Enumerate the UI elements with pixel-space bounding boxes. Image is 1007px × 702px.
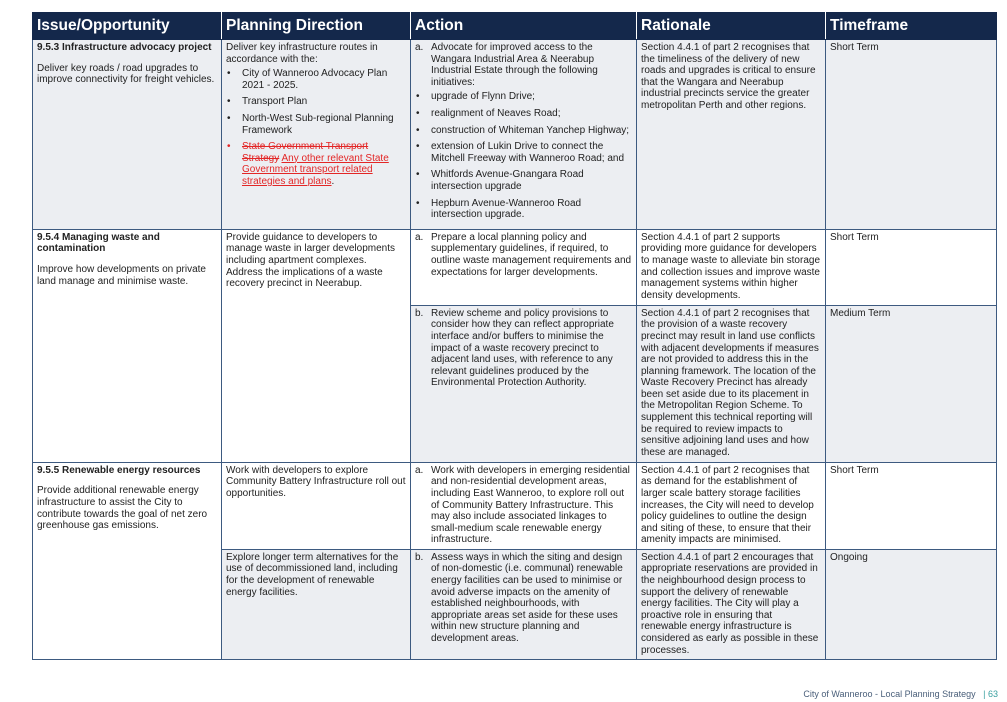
action-text: Assess ways in which the siting and design of non-domestic (i.e. communal) renewable energy facilities can be used to minimise or avoid adverse impacts on the amenity of established neighbourhoods, with appropriate areas set aside for these uses within new structure planning and development areas. <box>431 551 623 645</box>
strategy-table <box>32 12 997 660</box>
list-item: • Whitfords Avenue-Gnangara Road intersection upgrade <box>415 169 632 192</box>
deleted-text: State Government Transport Strategy <box>242 141 369 164</box>
timeframe-cell: Short Term <box>826 40 997 230</box>
action-text: Prepare a local planning policy and supplementary guidelines, if required, to outline waste management requirements and expectations for larger developments. <box>431 231 632 278</box>
rationale-cell: Section 4.4.1 of part 2 supports providing more guidance for developers to manage waste to alleviate bin storage and collection issues and improve waste management systems within higher density developments. <box>637 229 826 305</box>
action-cell <box>411 549 637 659</box>
direction-cell: Explore longer term alternatives for the use of decommissioned land, including for the development of renewable energy facilities. <box>222 549 411 659</box>
issue-cell <box>33 229 222 462</box>
header-rationale: Rationale <box>637 13 826 40</box>
table-header-row <box>33 13 997 40</box>
direction-cell: Work with developers to explore Community Battery Infrastructure roll out opportunities. <box>222 462 411 549</box>
table-row <box>33 462 997 549</box>
action-letter: a. <box>415 231 424 243</box>
rationale-cell: Section 4.4.1 of part 2 recognises that as demand for the establishment of larger scale battery storage facilities increases, the City will need to develop policy guidelines to outline the design and siting of these, to ensure that their amenity impacts are minimised. <box>637 462 826 549</box>
issue-description: Deliver key roads / road upgrades to improve connectivity for freight vehicles. <box>37 62 215 86</box>
table-row <box>33 40 997 230</box>
page-number: | 63 <box>983 689 998 699</box>
action-cell <box>411 462 637 549</box>
action-letter: a. <box>415 464 424 476</box>
action-letter: b. <box>415 307 424 319</box>
timeframe-cell: Medium Term <box>826 305 997 462</box>
issue-description: Improve how developments on private land manage and minimise waste. <box>37 263 206 287</box>
rationale-cell: Section 4.4.1 of part 2 recognises that the provision of a waste recovery precinct may result in land use conflicts with adjacent developments if measures are not provided to address this in the planning framework. The location of the Waste Recovery Precinct has already been set aside due to its placement in the Metropolitan Region Scheme. To supplement this technical reporting will be required to review impacts to sensitive adjoining land uses and how these are managed. <box>637 305 826 462</box>
action-cell <box>411 229 637 305</box>
header-timeframe: Timeframe <box>826 13 997 40</box>
direction-text: Address the implications of a waste recovery precinct in Neerabup. <box>226 266 383 290</box>
action-cell <box>411 305 637 462</box>
direction-cell <box>222 40 411 230</box>
direction-cell <box>222 229 411 462</box>
issue-description: Provide additional renewable energy infrastructure to assist the City to contribute towards the goal of net zero greenhouse gas emissions. <box>37 485 208 532</box>
direction-intro: Deliver key infrastructure routes in accordance with the: <box>226 42 378 65</box>
action-letter: a. <box>415 42 424 53</box>
header-direction: Planning Direction <box>222 13 411 40</box>
action-text: Work with developers in emerging residential and non-residential development areas, including East Wanneroo, to explore roll out of Community Battery Infrastructure. This may also include associated linkages to small-medium scale renewable energy infrastructure. <box>431 464 630 546</box>
list-item: • construction of Whiteman Yanchep Highway; <box>415 125 632 137</box>
action-intro: Advocate for improved access to the Wangara Industrial Area & Neerabup Industrial Estate through the following initiatives: <box>431 42 598 88</box>
table-row <box>33 229 997 305</box>
action-letter: b. <box>415 551 424 563</box>
header-action: Action <box>411 13 637 40</box>
action-text: Review scheme and policy provisions to consider how they can reflect appropriate interface and/or buffers to minimise the impact of a waste recovery precinct to adjacent land uses, with reference to any relevant guidelines produced by the Environmental Protection Authority. <box>431 307 614 389</box>
page-footer <box>740 689 998 699</box>
list-item: • North-West Sub-regional Planning Framework <box>226 113 406 136</box>
timeframe-cell: Short Term <box>826 462 997 549</box>
issue-title: 9.5.4 Managing waste and contamination <box>37 231 160 255</box>
direction-list <box>226 68 406 187</box>
list-item: • upgrade of Flynn Drive; <box>415 91 632 103</box>
issue-title: 9.5.3 Infrastructure advocacy project <box>37 42 212 53</box>
issue-cell <box>33 40 222 230</box>
list-item: • realignment of Neaves Road; <box>415 108 632 120</box>
list-item: • extension of Lukin Drive to connect the Mitchell Freeway with Wanneroo Road; and <box>415 141 632 164</box>
issue-cell <box>33 462 222 660</box>
header-issue: Issue/Opportunity <box>33 13 222 40</box>
rationale-cell: Section 4.4.1 of part 2 recognises that the timeliness of the delivery of new roads and upgrades is critical to ensure that the Wangara and Neerabup industrial precincts service the greater metropolitan Perth and other regions. <box>637 40 826 230</box>
inserted-period: . <box>331 175 335 187</box>
direction-text: Provide guidance to developers to manage waste in larger developments including apartment complexes. <box>226 231 395 266</box>
rationale-cell: Section 4.4.1 of part 2 encourages that appropriate reservations are provided in the neighbourhood design process to support the delivery of renewable energy facilities. The City will play a proactive role in ensuring that renewable energy infrastructure is considered as early as possible in these processes. <box>637 549 826 659</box>
issue-title: 9.5.5 Renewable energy resources <box>37 464 201 476</box>
inserted-text: Any other relevant State Government transport related strategies and plans <box>242 152 389 187</box>
list-item: • Transport Plan <box>226 96 406 108</box>
footer-text: City of Wanneroo - Local Planning Strategy <box>803 689 976 699</box>
timeframe-cell: Ongoing <box>826 549 997 659</box>
action-cell <box>411 40 637 230</box>
list-item: • City of Wanneroo Advocacy Plan 2021 - 2025. <box>226 68 406 91</box>
list-item: • Hepburn Avenue-Wanneroo Road intersection upgrade. <box>415 198 632 221</box>
action-list <box>415 91 632 220</box>
timeframe-cell: Short Term <box>826 229 997 305</box>
tracked-change-item <box>226 141 406 187</box>
